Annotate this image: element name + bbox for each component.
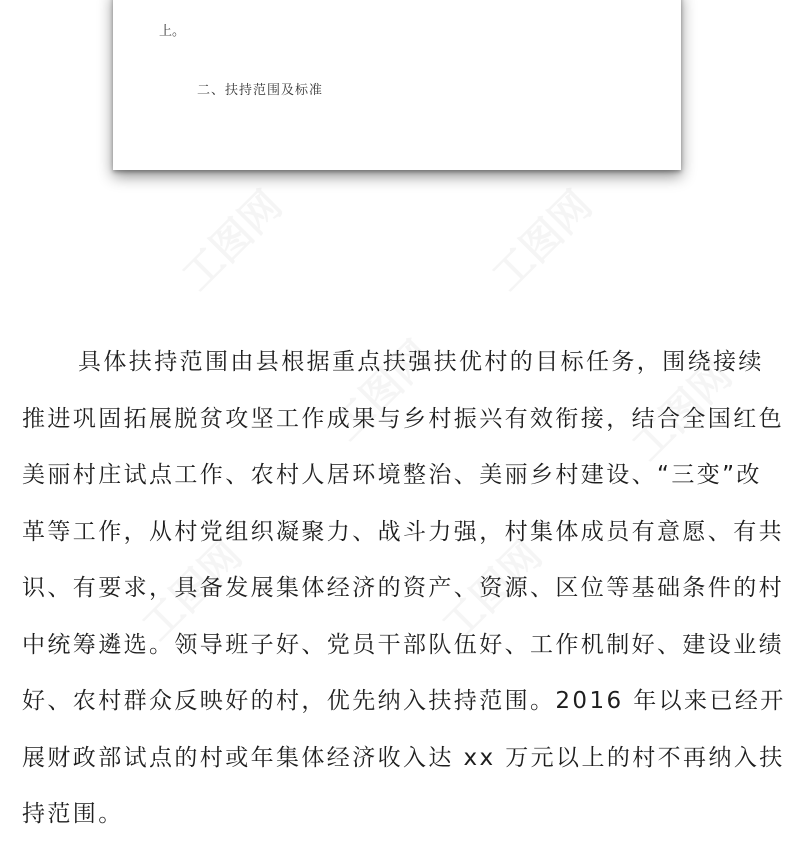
preview-section-heading: 二、扶持范围及标准	[197, 83, 324, 98]
body-line: 持范围。	[22, 801, 124, 827]
preview-text-line: 上。	[159, 24, 186, 39]
body-line: 展财政部试点的村或年集体经济收入达 xx 万元以上的村不再纳入扶	[22, 744, 785, 771]
watermark: 工图网	[323, 332, 442, 450]
body-paragraph	[22, 334, 792, 843]
watermark: 工图网	[173, 182, 292, 300]
body-line: 美丽村庄试点工作、农村人居环境整治、美丽乡村建设、“三变”改	[22, 462, 762, 488]
document-preview-card	[113, 0, 681, 170]
body-line: 好、农村群众反映好的村，优先纳入扶持范围。2016 年以来已经开	[22, 688, 786, 714]
body-line: 识、有要求，具备发展集体经济的资产、资源、区位等基础条件的村	[22, 575, 784, 601]
watermark: 工图网	[483, 182, 602, 300]
body-line: 革等工作，从村党组织凝聚力、战斗力强，村集体成员有意愿、有共	[22, 518, 784, 545]
watermark: 工图网	[623, 352, 742, 470]
body-line: 中统筹遴选。领导班子好、党员干部队伍好、工作机制好、建设业绩	[22, 631, 784, 658]
watermark: 工图网	[133, 532, 252, 650]
body-line: 推进巩固拓展脱贫攻坚工作成果与乡村振兴有效衔接，结合全国红色	[22, 405, 784, 432]
watermark: 工图网	[433, 532, 552, 650]
body-line: 具体扶持范围由县根据重点扶强扶优村的目标任务，围绕接续	[78, 349, 764, 375]
